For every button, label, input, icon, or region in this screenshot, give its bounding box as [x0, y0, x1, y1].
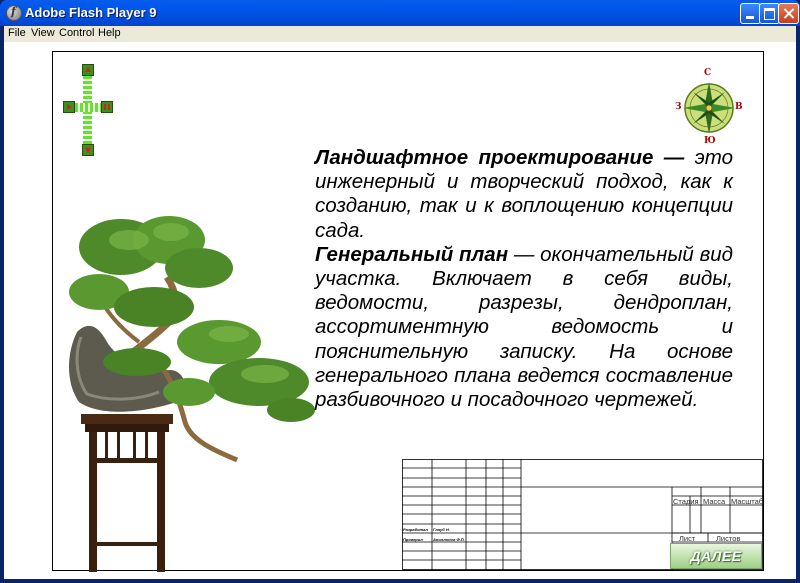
- stamp-sheet-label: Лист: [679, 534, 696, 543]
- general-plan-definition: — окончательный вид участка. Включает в себя виды, ведомости, разрезы, дендроплан, ассортиментную ведомость и пояснительную записку. На основе генерального плана ведется составление разбивочного и посадочного чертежей.: [315, 242, 734, 412]
- landscape-design-term: Ландшафтное проектирование —: [315, 146, 685, 169]
- compass-rose-icon: [673, 68, 743, 148]
- stamp-checked-label: Проверил: [403, 537, 423, 542]
- stamp-checked-name: Аполлонов Ф.П.: [433, 537, 465, 542]
- description-text: [315, 146, 733, 412]
- compass-star-icon: [673, 68, 743, 148]
- menu-view[interactable]: View: [31, 27, 55, 39]
- navigation-control: [63, 64, 113, 156]
- bonsai-tree-image: [59, 202, 315, 572]
- nav-play-icon[interactable]: [63, 101, 75, 113]
- stamp-developed-label: Разработал: [403, 527, 428, 532]
- general-plan-paragraph: [315, 243, 733, 412]
- maximize-button[interactable]: [759, 3, 780, 24]
- menu-file[interactable]: File: [8, 27, 26, 39]
- compass-south-label: Ю: [704, 136, 716, 146]
- menu-help[interactable]: Help: [98, 27, 121, 39]
- menu-control[interactable]: Control: [59, 27, 95, 39]
- flash-content-area: [4, 42, 796, 579]
- stamp-scale-label: Масштаб: [731, 497, 764, 506]
- stamp-mass-label: Масса: [703, 497, 726, 506]
- stamp-sheets-label: Листов: [716, 534, 741, 543]
- flash-app-icon: f: [6, 5, 22, 21]
- next-button[interactable]: ДАЛЕЕ: [670, 543, 762, 569]
- nav-up-arrow-icon[interactable]: [82, 64, 94, 76]
- title-block-stamp: [402, 459, 763, 570]
- landscape-design-definition: это инженерный и творческий подход, как к созданию, так и к воплощению концепции сада.: [315, 146, 733, 242]
- title-bar[interactable]: [0, 0, 800, 26]
- compass-north-label: С: [704, 68, 712, 78]
- presentation-slide: [52, 51, 764, 571]
- compass-east-label: В: [735, 102, 743, 112]
- nav-down-arrow-icon[interactable]: [82, 144, 94, 156]
- compass-west-label: З: [675, 102, 682, 112]
- general-plan-term: Генеральный план: [315, 242, 509, 266]
- close-button[interactable]: [778, 3, 799, 24]
- window-title: Adobe Flash Player 9: [25, 5, 157, 20]
- nav-pause-icon[interactable]: [101, 101, 113, 113]
- nav-horizontal-track: [75, 103, 103, 112]
- minimize-button[interactable]: [740, 3, 761, 24]
- stamp-stage-label: Стадия: [673, 497, 699, 506]
- stamp-developed-name: Глауб Н.: [433, 527, 450, 532]
- landscape-design-paragraph: [315, 146, 733, 243]
- menu-bar: [4, 26, 796, 42]
